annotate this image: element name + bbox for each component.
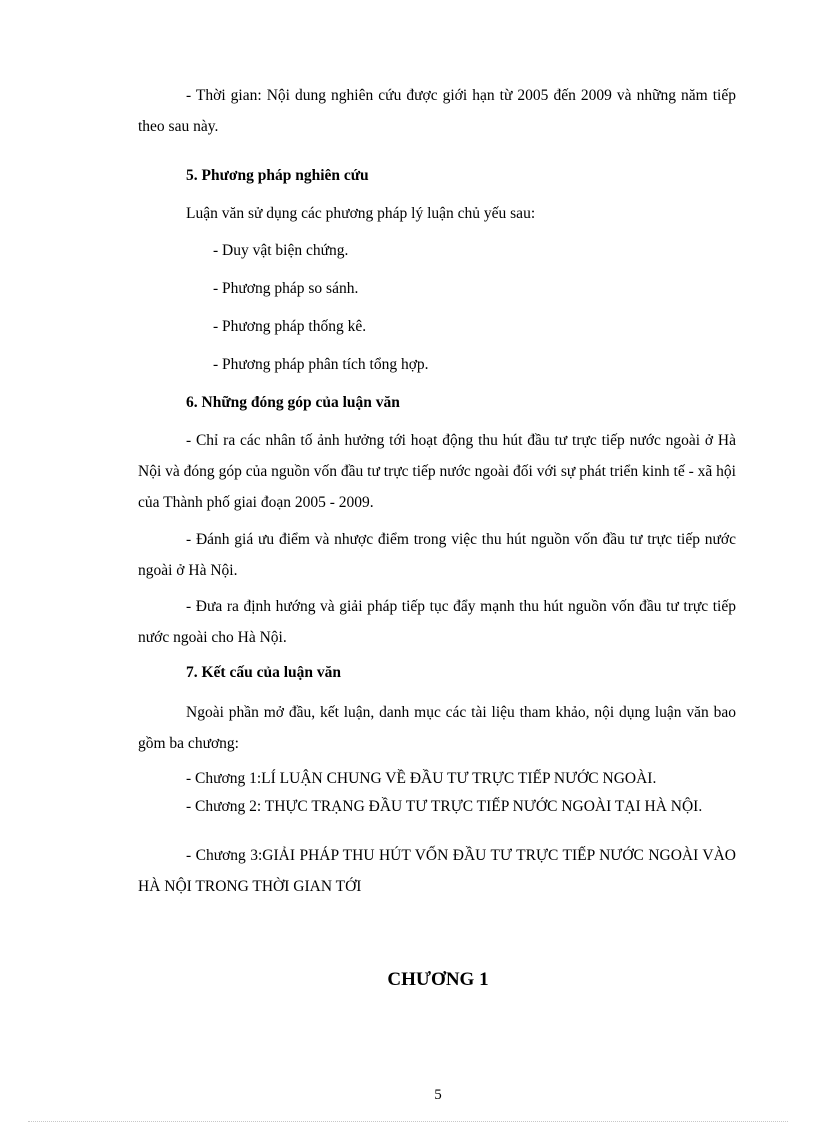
chapter-2-line: - Chương 2: THỰC TRẠNG ĐẦU TƯ TRỰC TIẾP NƯỚC NGOÀI TẠI HÀ NỘI. (186, 798, 703, 815)
method-item: - Phương pháp thống kê. (213, 318, 367, 335)
page-bottom-rule (28, 1121, 788, 1122)
methods-intro: Luận văn sử dụng các phương pháp lý luận chủ yếu sau: (186, 205, 536, 222)
page-number: 5 (434, 1087, 442, 1103)
section-5-heading: 5. Phương pháp nghiên cứu (186, 167, 369, 184)
contribution-paragraph-1: - Chỉ ra các nhân tố ảnh hưởng tới hoạt động thu hút đầu tư trực tiếp nước ngoài ở Hà Nội và đóng góp của nguồn vốn đầu tư trực tiếp nước ngoài đối với sự phát triển kinh tế - xã hội của Thành phố giai đoạn 2005 - 2009. (138, 432, 736, 511)
chapter-1-line: - Chương 1:LÍ LUẬN CHUNG VỀ ĐẦU TƯ TRỰC TIẾP NƯỚC NGOÀI. (186, 770, 657, 787)
contribution-paragraph-2: - Đánh giá ưu điểm và nhược điểm trong việc thu hút nguồn vốn đầu tư trực tiếp nước ngoài ở Hà Nội. (138, 531, 736, 579)
section-7-heading: 7. Kết cấu của luận văn (186, 664, 342, 681)
chapter-3-line: - Chương 3:GIẢI PHÁP THU HÚT VỐN ĐẦU TƯ TRỰC TIẾP NƯỚC NGOÀI VÀO HÀ NỘI TRONG THỜI GIAN TỚI (138, 847, 736, 895)
method-item: - Phương pháp phân tích tổng hợp. (213, 356, 429, 373)
contribution-paragraph-3: - Đưa ra định hướng và giải pháp tiếp tục đẩy mạnh thu hút nguồn vốn đầu tư trực tiếp nước ngoài cho Hà Nội. (138, 598, 736, 646)
section-6-heading: 6. Những đóng góp của luận văn (186, 394, 400, 411)
method-item: - Duy vật biện chứng. (213, 242, 349, 259)
structure-intro-paragraph: Ngoài phần mở đầu, kết luận, danh mục các tài liệu tham khảo, nội dụng luận văn bao gồm ba chương: (138, 704, 736, 752)
method-item: - Phương pháp so sánh. (213, 280, 359, 297)
chapter-title: CHƯƠNG 1 (387, 969, 489, 990)
time-scope-paragraph: - Thời gian: Nội dung nghiên cứu được giới hạn từ 2005 đến 2009 và những năm tiếp theo sau này. (138, 87, 736, 135)
